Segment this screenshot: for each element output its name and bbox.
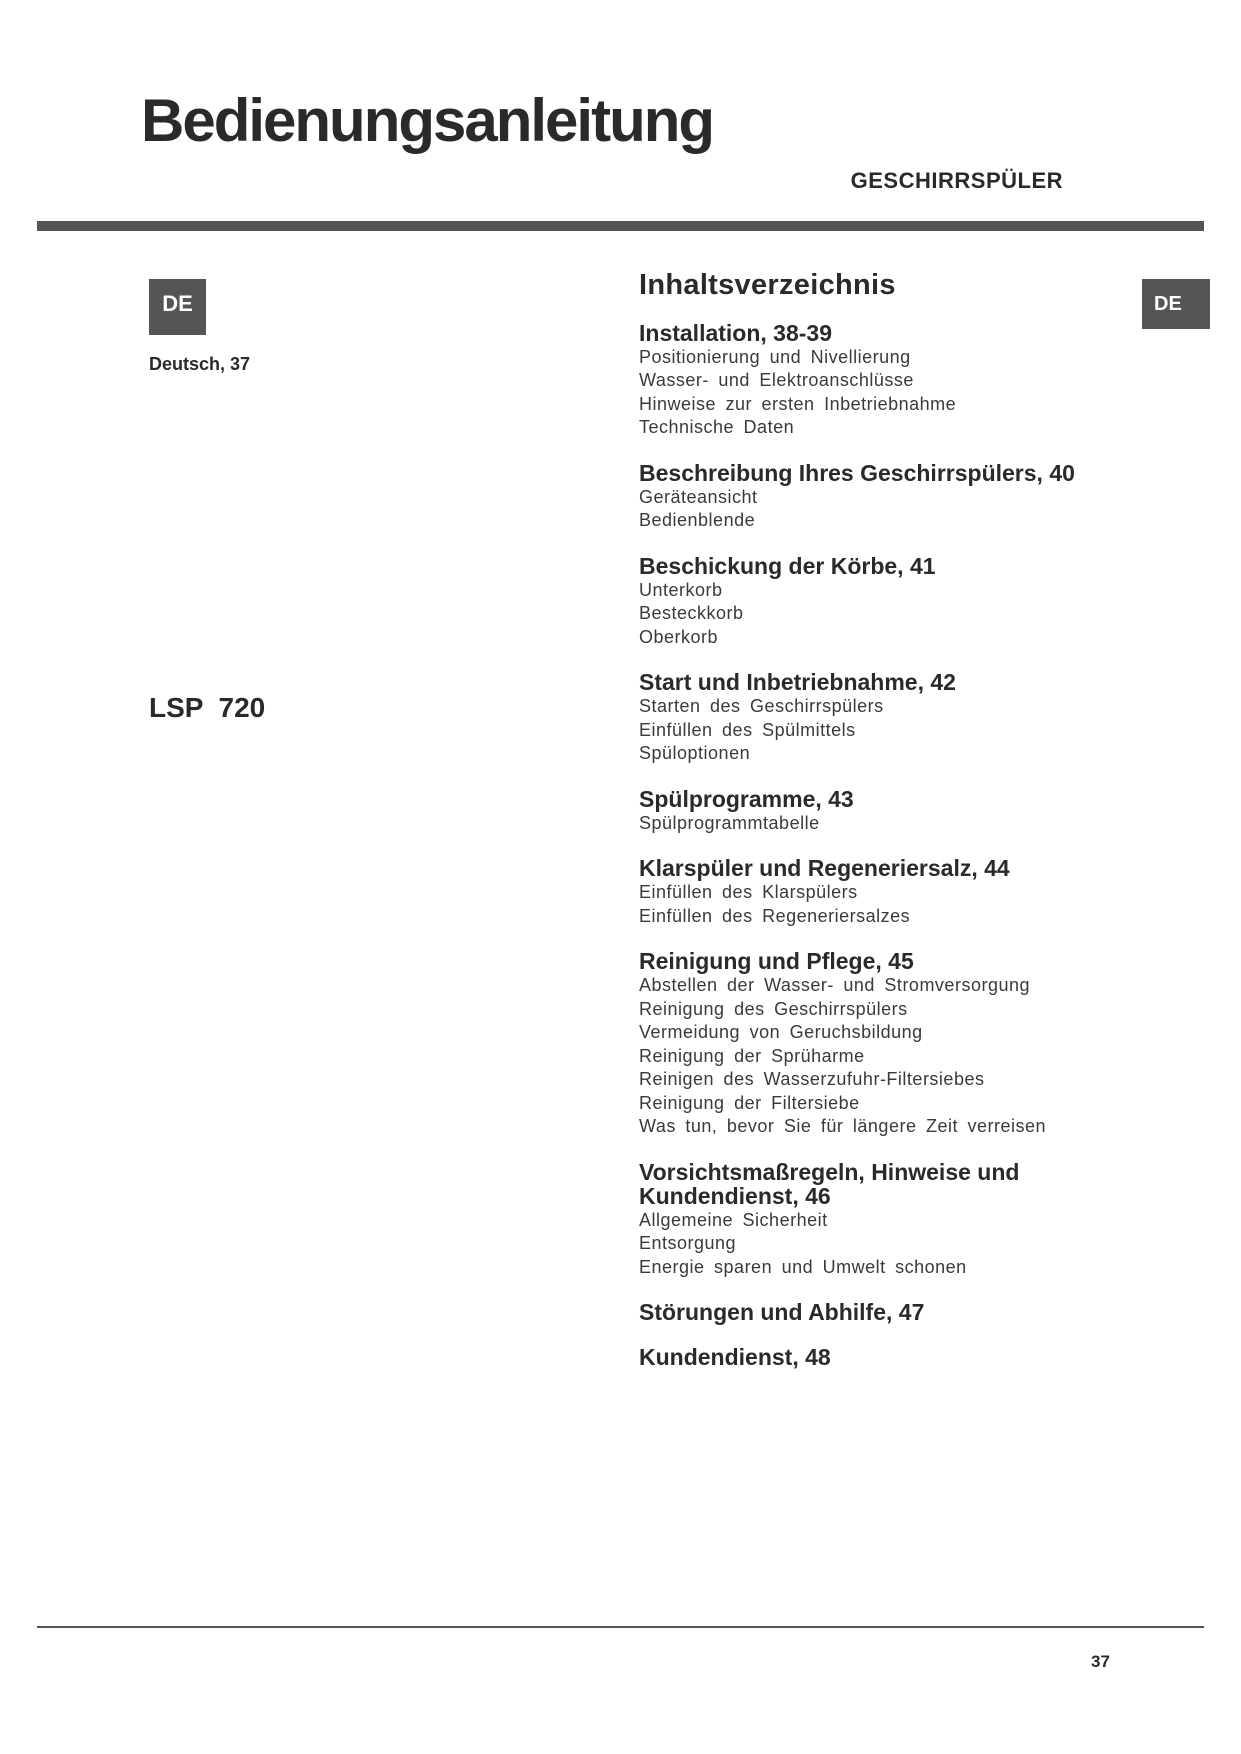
toc-item: Unterkorb [639,579,723,600]
toc-item: Was tun, bevor Sie für längere Zeit verreisen [639,1116,1046,1137]
toc-item: Wasser- und Elektroanschlüsse [639,370,914,391]
toc-item: Spüloptionen [639,743,751,764]
toc-item: Einfüllen des Regeneriersalzes [639,905,911,926]
toc-section [639,554,1119,650]
toc-section [639,670,1119,766]
toc-item: Positionierung und Nivellierung [639,346,911,367]
toc-item: Geräteansicht [639,486,758,507]
language-badge: DE [149,279,206,335]
top-divider [37,221,1204,231]
toc-section-heading: Klarspüler und Regeneriersalz, 44 [639,855,1010,882]
toc-item: Reinigung der Filtersiebe [639,1092,860,1113]
toc-item: Reinigung des Geschirrspülers [639,998,908,1019]
toc-section [639,856,1119,928]
toc-item: Einfüllen des Klarspülers [639,882,858,903]
bottom-divider [37,1626,1204,1628]
toc-section [639,1345,1119,1369]
toc-item: Hinweise zur ersten Inbetriebnahme [639,393,957,414]
toc-section-heading: Beschreibung Ihres Geschirrspülers, 40 [639,459,1075,486]
toc-item: Besteckkorb [639,603,744,624]
toc-section-heading: Vorsichtsmaßregeln, Hinweise und Kundendienst, 46 [639,1158,1020,1209]
toc-item: Einfüllen des Spülmittels [639,719,856,740]
product-category: GESCHIRRSPÜLER [850,168,1063,193]
toc-section-heading: Störungen und Abhilfe, 47 [639,1299,925,1326]
model-number: LSP 720 [149,692,266,723]
toc-item: Oberkorb [639,626,719,647]
toc-section-heading: Kundendienst, 48 [639,1344,831,1371]
toc-item: Starten des Geschirrspülers [639,696,884,717]
toc-item: Spülprogrammtabelle [639,812,820,833]
toc-section-heading: Reinigung und Pflege, 45 [639,948,914,975]
toc-item: Reinigung der Sprüharme [639,1045,865,1066]
toc-item: Energie sparen und Umwelt schonen [639,1256,967,1277]
toc-sections [639,321,1119,1370]
toc-title: Inhaltsverzeichnis [639,269,896,301]
toc-section-heading: Installation, 38-39 [639,319,833,346]
toc-section [639,321,1119,440]
toc-section [639,787,1119,836]
toc-section [639,461,1119,533]
toc-item: Reinigen des Wasserzufuhr-Filtersiebes [639,1069,985,1090]
toc-item: Technische Daten [639,417,795,438]
toc-item: Bedienblende [639,510,756,531]
toc-section-heading: Start und Inbetriebnahme, 42 [639,669,956,696]
toc-item: Entsorgung [639,1233,737,1254]
toc-section-heading: Spülprogramme, 43 [639,785,854,812]
toc-section [639,1300,1119,1324]
toc-section-heading: Beschickung der Körbe, 41 [639,552,936,579]
toc-item: Allgemeine Sicherheit [639,1209,828,1230]
page-title: Bedienungsanleitung [141,87,714,154]
table-of-contents [639,268,1119,1390]
toc-item: Vermeidung von Geruchsbildung [639,1022,923,1043]
toc-section [639,1160,1119,1280]
language-page-reference: Deutsch, 37 [149,354,251,374]
language-side-tab: DE [1142,279,1210,329]
toc-section [639,949,1119,1139]
toc-item: Abstellen der Wasser- und Stromversorgung [639,975,1030,996]
page-number: 37 [1091,1652,1110,1671]
